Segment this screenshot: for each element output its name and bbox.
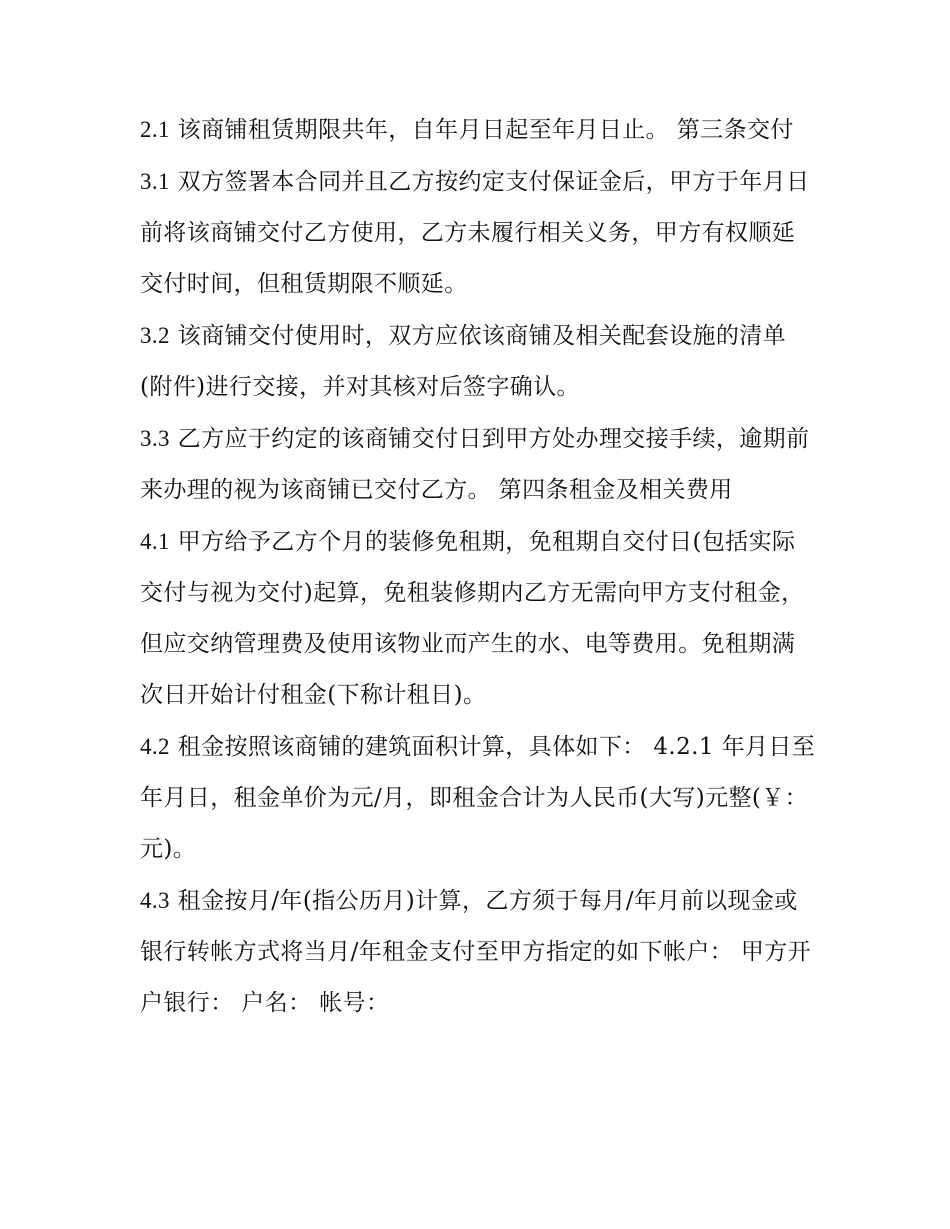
clause-2-1: [140, 104, 816, 156]
clause-text: 双方签署本合同并且乙方按约定支付保证金后，甲方于年月日前将该商铺交付乙方使用，乙方未履行相关义务，甲方有权顺延交付时间，但租赁期限不顺延。: [140, 169, 810, 297]
document-body: [140, 104, 816, 1029]
clause-4-3: [140, 875, 816, 1029]
clause-number: 4.2: [140, 734, 170, 759]
clause-4-2: [140, 721, 816, 875]
clause-text: 该商铺交付使用时，双方应依该商铺及相关配套设施的清单(附件)进行交接，并对其核对后签字确认。: [140, 323, 787, 400]
clause-number: 3.3: [140, 426, 170, 451]
clause-text: 甲方给予乙方个月的装修免租期，免租期自交付日(包括实际交付与视为交付)起算，免租装修期内乙方无需向甲方支付租金，但应交纳管理费及使用该物业而产生的水、电等费用。免租期满次日开始计付租金(下称计租日)。: [140, 529, 805, 708]
clause-text: 该商铺租赁期限共年，自年月日起至年月日止。 第三条交付: [169, 117, 794, 143]
clause-3-3: [140, 413, 816, 516]
clause-4-1: [140, 516, 816, 721]
clause-3-1: [140, 156, 816, 310]
clause-number: 4.3: [140, 888, 170, 913]
clause-text: 租金按照该商铺的建筑面积计算，具体如下： 4.2.1 年月日至年月日，租金单价为元/月，即租金合计为人民币(大写)元整(￥：元)。: [140, 734, 816, 862]
clause-3-2: [140, 310, 816, 413]
clause-text: 乙方应于约定的该商铺交付日到甲方处办理交接手续，逾期前来办理的视为该商铺已交付乙方。 第四条租金及相关费用: [140, 426, 810, 503]
clause-number: 4.1: [140, 529, 170, 554]
clause-number: 2.1: [140, 117, 170, 142]
clause-number: 3.1: [140, 169, 170, 194]
clause-number: 3.2: [140, 323, 170, 348]
clause-text: 租金按月/年(指公历月)计算，乙方须于每月/年月前以现金或银行转帐方式将当月/年租金支付至甲方指定的如下帐户： 甲方开户银行： 户名： 帐号：: [140, 888, 812, 1016]
